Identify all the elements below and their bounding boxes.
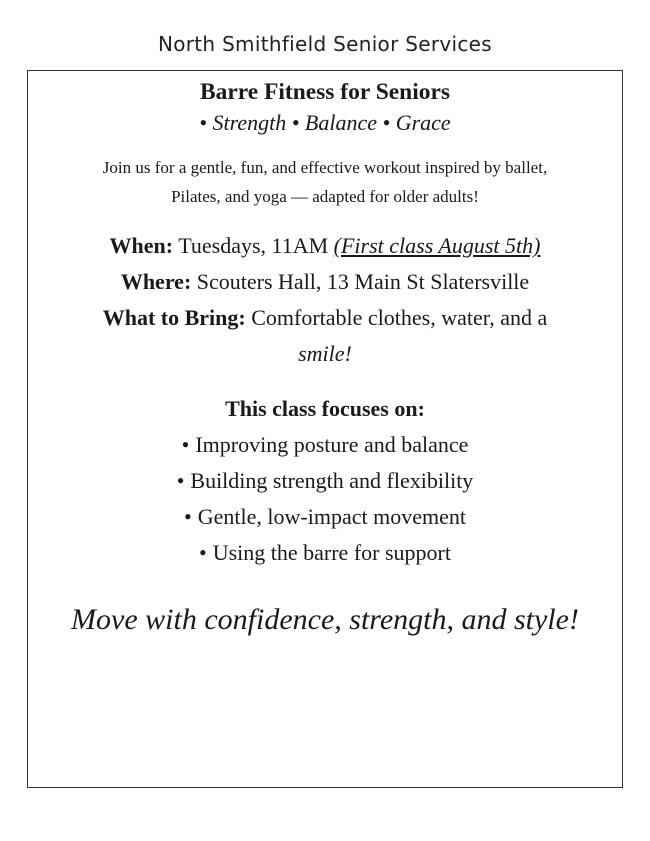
flyer-subtitle: • Strength • Balance • Grace xyxy=(199,110,451,135)
bring-label: What to Bring: xyxy=(102,305,246,330)
focus-item xyxy=(0,428,650,464)
bring-value: Comfortable clothes, water, and a xyxy=(251,305,548,330)
bullet-icon: • xyxy=(184,504,192,529)
bullet-icon: • xyxy=(181,432,190,457)
when-line xyxy=(0,233,650,259)
bring-line-continued: smile! xyxy=(298,341,352,366)
where-line xyxy=(0,269,650,295)
focus-item-text: Improving posture and balance xyxy=(195,432,469,457)
focus-item-text: Building strength and flexibility xyxy=(190,468,474,493)
bullet-icon: • xyxy=(199,540,207,565)
tagline: Move with confidence, strength, and style! xyxy=(71,603,579,636)
bring-line xyxy=(0,305,650,331)
focus-item-text: Using the barre for support xyxy=(212,540,451,565)
focus-heading: This class focuses on: xyxy=(225,396,425,421)
flyer-title: Barre Fitness for Seniors xyxy=(200,79,450,104)
when-value: Tuesdays, 11AM xyxy=(178,233,329,258)
focus-item-text: Gentle, low-impact movement xyxy=(197,504,466,529)
focus-item xyxy=(0,464,650,500)
focus-item xyxy=(0,500,650,536)
intro-paragraph xyxy=(25,153,625,211)
when-label: When: xyxy=(109,233,174,258)
organization-header: North Smithfield Senior Services xyxy=(157,32,493,56)
focus-list xyxy=(0,428,650,572)
where-label: Where: xyxy=(120,269,192,294)
focus-item xyxy=(0,536,650,572)
intro-line-2: Pilates, and yoga — adapted for older adults! xyxy=(171,187,479,206)
bullet-icon: • xyxy=(176,468,185,493)
intro-line-1: Join us for a gentle, fun, and effective workout inspired by ballet, xyxy=(102,158,548,177)
where-value: Scouters Hall, 13 Main St Slatersville xyxy=(196,269,530,294)
first-class-note: (First class August 5th) xyxy=(333,233,541,258)
